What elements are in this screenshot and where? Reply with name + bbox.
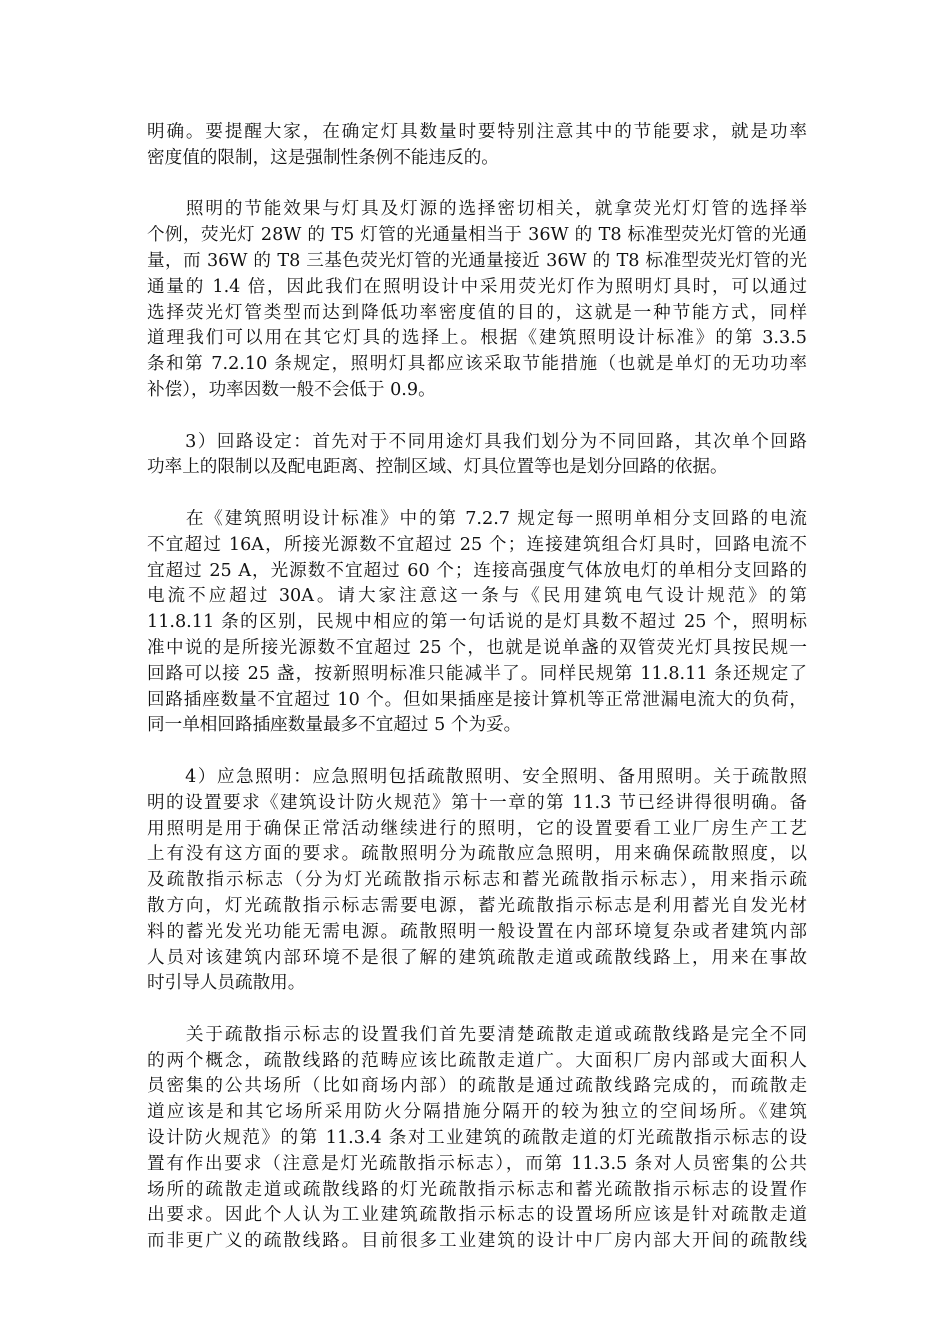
document-page bbox=[147, 120, 807, 1281]
text-line: 3）回路设定：首先对于不同用途灯具我们划分为不同回路，其次单个回路 bbox=[147, 431, 807, 452]
text-line: 密度值的限制，这是强制性条例不能违反的。 bbox=[147, 147, 499, 168]
text-line: 上有没有这方面的要求。疏散照明分为疏散应急照明，用来确保疏散照度，以 bbox=[147, 844, 807, 865]
text-line: 功率上的限制以及配电距离、控制区域、灯具位置等也是划分回路的依据。 bbox=[147, 457, 728, 478]
text-line: 条和第 7.2.10 条规定，照明灯具都应该采取节能措施（也就是单灯的无功功率 bbox=[147, 354, 807, 375]
text-line: 选择荧光灯管类型而达到降低功率密度值的目的，这就是一种节能方式，同样 bbox=[147, 302, 807, 323]
text-line: 回路可以接 25 盏，按新照明标准只能减半了。同样民规第 11.8.11 条还规定了 bbox=[147, 663, 807, 684]
text-line: 料的蓄光发光功能无需电源。疏散照明一般设置在内部环境复杂或者建筑内部 bbox=[147, 921, 807, 942]
text-line: 散方向，灯光疏散指示标志需要电源，蓄光疏散指示标志是利用蓄光自发光材 bbox=[147, 895, 807, 916]
paragraph bbox=[147, 765, 807, 997]
paragraph bbox=[147, 507, 807, 739]
text-line: 准中说的是所接光源数不宜超过 25 个，也就是说单盏的双管荧光灯具按民规一 bbox=[147, 637, 807, 658]
text-line: 回路插座数量不宜超过 10 个。但如果插座是接计算机等正常泄漏电流大的负荷， bbox=[147, 689, 807, 710]
paragraph bbox=[147, 120, 807, 172]
text-line: 电流不应超过 30A。请大家注意这一条与《民用建筑电气设计规范》的第 bbox=[147, 586, 807, 607]
text-line: 道理我们可以用在其它灯具的选择上。根据《建筑照明设计标准》的第 3.3.5 bbox=[147, 328, 807, 349]
text-line: 个例，荧光灯 28W 的 T5 灯管的光通量相当于 36W 的 T8 标准型荧光灯管的光通 bbox=[147, 225, 807, 246]
text-line: 出要求。因此个人认为工业建筑疏散指示标志的设置场所应该是针对疏散走道 bbox=[147, 1205, 807, 1226]
text-line: 照明的节能效果与灯具及灯源的选择密切相关，就拿荧光灯灯管的选择举 bbox=[147, 199, 807, 220]
text-line: 同一单相回路插座数量最多不宜超过 5 个为妥。 bbox=[147, 715, 522, 736]
text-line: 宜超过 25 A，光源数不宜超过 60 个；连接高强度气体放电灯的单相分支回路的 bbox=[147, 560, 807, 581]
text-line: 在《建筑照明设计标准》中的第 7.2.7 规定每一照明单相分支回路的电流 bbox=[147, 508, 807, 529]
text-line: 关于疏散指示标志的设置我们首先要清楚疏散走道或疏散线路是完全不同 bbox=[147, 1024, 807, 1045]
paragraph bbox=[147, 1023, 807, 1255]
text-line: 及疏散指示标志（分为灯光疏散指示标志和蓄光疏散指示标志），用来指示疏 bbox=[147, 870, 807, 891]
text-line: 场所的疏散走道或疏散线路的灯光疏散指示标志和蓄光疏散指示标志的设置作 bbox=[147, 1179, 807, 1200]
text-line: 人员对该建筑内部环境不是很了解的建筑疏散走道或疏散线路上，用来在事故 bbox=[147, 947, 807, 968]
text-line: 明的设置要求《建筑设计防火规范》第十一章的第 11.3 节已经讲得很明确。备 bbox=[147, 792, 807, 813]
text-line: 4）应急照明：应急照明包括疏散照明、安全照明、备用照明。关于疏散照 bbox=[147, 766, 807, 787]
text-line: 明确。要提醒大家，在确定灯具数量时要特别注意其中的节能要求，就是功率 bbox=[147, 122, 807, 142]
text-line: 设计防火规范》的第 11.3.4 条对工业建筑的疏散走道的灯光疏散指示标志的设 bbox=[147, 1128, 807, 1149]
text-line: 员密集的公共场所（比如商场内部）的疏散是通过疏散线路完成的，而疏散走 bbox=[147, 1076, 807, 1097]
text-line: 量，而 36W 的 T8 三基色荧光灯管的光通量接近 36W 的 T8 标准型荧光灯管的光 bbox=[147, 250, 807, 271]
text-line: 置有作出要求（注意是灯光疏散指示标志），而第 11.3.5 条对人员密集的公共 bbox=[147, 1153, 807, 1174]
paragraph bbox=[147, 197, 807, 403]
text-line: 11.8.11 条的区别，民规中相应的第一句话说的是灯具数不超过 25 个，照明标 bbox=[147, 612, 807, 633]
paragraph bbox=[147, 430, 807, 482]
text-line: 不宜超过 16A，所接光源数不宜超过 25 个；连接建筑组合灯具时，回路电流不 bbox=[147, 534, 807, 555]
text-line: 用照明是用于确保正常活动继续进行的照明，它的设置要看工业厂房生产工艺 bbox=[147, 818, 807, 839]
text-line: 补偿），功率因数一般不会低于 0.9。 bbox=[147, 379, 436, 400]
text-line: 通量的 1.4 倍，因此我们在照明设计中采用荧光灯作为照明灯具时，可以通过 bbox=[147, 276, 807, 297]
text-line: 而非更广义的疏散线路。目前很多工业建筑的设计中厂房内部大开间的疏散线 bbox=[147, 1231, 807, 1252]
text-line: 时引导人员疏散用。 bbox=[147, 973, 306, 994]
text-line: 道应该是和其它场所采用防火分隔措施分隔开的较为独立的空间场所。《建筑 bbox=[147, 1102, 807, 1123]
text-line: 的两个概念，疏散线路的范畴应该比疏散走道广。大面积厂房内部或大面积人 bbox=[147, 1050, 807, 1071]
